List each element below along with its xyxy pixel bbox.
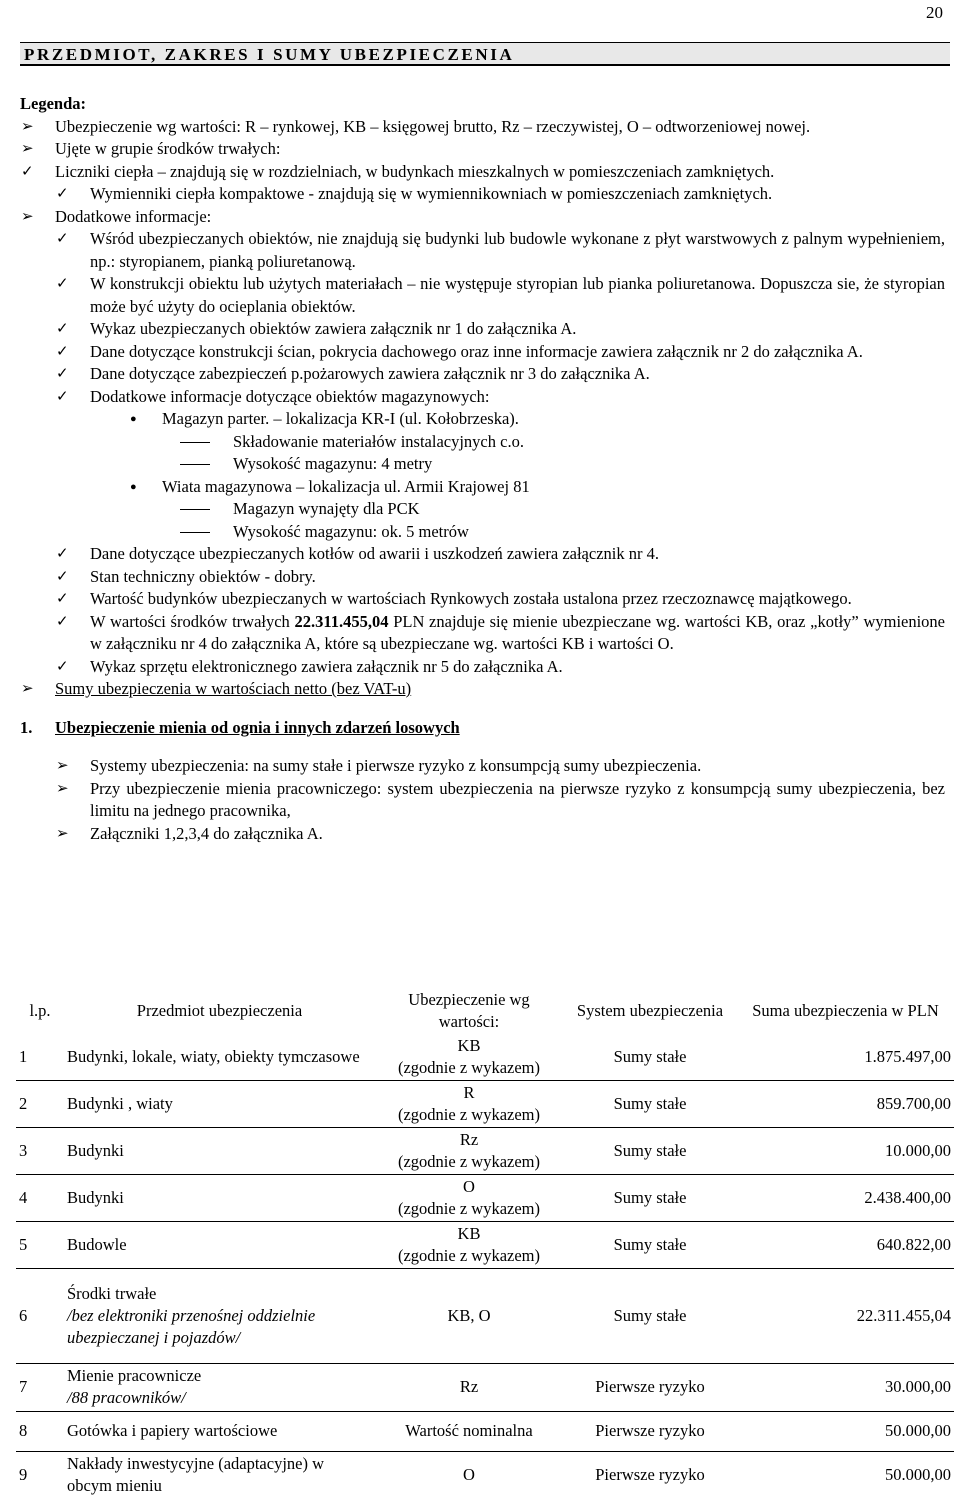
section-title: Ubezpieczenie mienia od ognia i innych zdarzeń losowych (55, 717, 460, 737)
checklist-text: Liczniki ciepła – znajdują się w rozdzielniach, w budynkach mieszkalnych w pomieszczeniach zamkniętych. (55, 161, 775, 181)
row-value: Wartość nominalna (375, 1411, 563, 1451)
header-system: System ubezpieczenia (576, 1001, 724, 1020)
row-subject: Nakłady inwestycyjne (adaptacyjne) w obcym mieniu (67, 1454, 325, 1496)
subject-name: Środki trwałe (67, 1283, 157, 1303)
checkmark-icon: ✓ (56, 321, 69, 337)
checklist-text: Dane dotyczące konstrukcji ścian, pokrycia dachowego oraz inne informacje zawiera załącznik nr 2 do załącznika A. (90, 341, 863, 361)
table-row (16, 1451, 954, 1499)
page-title: PRZEDMIOT, ZAKRES I SUMY UBEZPIECZENIA (20, 42, 950, 66)
row-value: O (463, 1465, 475, 1485)
value-code: KB (457, 1035, 481, 1055)
row-subject: Gotówka i papiery wartościowe (64, 1411, 375, 1451)
row-system: Sumy stałe (563, 1080, 737, 1127)
legend-section (20, 93, 945, 845)
value-code: Rz (459, 1129, 479, 1149)
header-value: Ubezpieczenie wg wartości: (408, 990, 530, 1031)
table-row (16, 1034, 954, 1080)
warehouse-detail (20, 453, 945, 476)
arrow-bullet-icon: ➢ (21, 118, 34, 135)
row-sum: 50.000,00 (885, 1465, 951, 1485)
value-code: KB (457, 1223, 481, 1243)
bullet-dot-icon: ● (130, 413, 137, 425)
checklist-item (20, 363, 945, 386)
checklist-text: Wartość budynków ubezpieczanych w wartościach Rynkowych została ustalona przez rzeczoznawcę majątkowego. (90, 589, 852, 608)
row-lp: 1 (16, 1034, 64, 1080)
row-lp: 5 (16, 1221, 64, 1268)
legend-heading: Legenda: (20, 94, 86, 113)
warehouse-detail-text: Składowanie materiałów instalacyjnych c.o. (233, 431, 524, 451)
header-subject: Przedmiot ubezpieczenia (136, 1001, 303, 1020)
dash-bullet-icon (180, 521, 210, 533)
checkmark-icon: ✓ (56, 658, 69, 675)
checklist-text: Wymienniki ciepła kompaktowe - znajdują się w wymiennikowniach w pomieszczeniach zamkniętych. (90, 184, 773, 203)
checkmark-icon: ✓ (56, 388, 69, 405)
checklist-text: Dane dotyczące zabezpieczeń p.pożarowych zawiera załącznik nr 3 do załącznika A. (90, 364, 650, 383)
arrow-bullet-icon: ➢ (56, 825, 69, 842)
warehouse-detail (20, 431, 945, 454)
row-value (375, 1080, 563, 1127)
kb-item-after: PLN znajduje się mienie ubezpieczane wg. wartości KB, oraz „kotły” wymienione w załączniku nr 4 do załącznika A, które są ubezpieczane wg. wartości KB i wartości O. (90, 611, 946, 653)
row-lp: 7 (16, 1363, 64, 1411)
value-code: O (463, 1176, 475, 1196)
row-sum: 640.822,00 (737, 1221, 954, 1268)
kb-item-amount: 22.311.455,04 (294, 611, 389, 631)
row-value: Rz (375, 1363, 563, 1411)
table-row (16, 1127, 954, 1174)
table-row (16, 1268, 954, 1363)
row-value: KB, O (375, 1268, 563, 1363)
checklist-item (20, 161, 945, 184)
value-note: (zgodnie z wykazem) (397, 1198, 540, 1218)
warehouse-item (20, 408, 945, 431)
checklist-item (20, 566, 945, 589)
row-lp: 3 (16, 1127, 64, 1174)
checklist-item (20, 588, 945, 611)
row-lp: 2 (16, 1080, 64, 1127)
row-sum: 22.311.455,04 (737, 1268, 954, 1363)
row-subject: Budowle (64, 1221, 375, 1268)
warehouse-detail-text: Wysokość magazynu: ok. 5 metrów (233, 521, 469, 541)
sums-line: Sumy ubezpieczenia w wartościach netto (bez VAT-u) (55, 679, 412, 698)
arrow-bullet-icon: ➢ (56, 758, 69, 774)
section-bullet-text: Przy ubezpieczenie mienia pracowniczego: system ubezpieczenia na pierwsze ryzyko z konsumpcją sumy ubezpieczenia, bez limitu na jednego pracownika, (90, 778, 945, 820)
row-system: Sumy stałe (563, 1034, 737, 1080)
checklist-item (20, 543, 945, 566)
legend-line-text: Ubezpieczenie wg wartości: R – rynkowej, KB – księgowej brutto, Rz – rzeczywistej, O – odtworzeniowej nowej. (55, 116, 811, 136)
section-bullet (20, 755, 945, 778)
checkmark-icon: ✓ (56, 276, 69, 292)
checklist-item (20, 273, 945, 318)
checklist-item (20, 386, 945, 409)
warehouse-name: Magazyn parter. – lokalizacja KR-I (ul. Kołobrzeska). (162, 409, 519, 428)
subject-name: Mienie pracownicze (67, 1366, 202, 1385)
row-lp: 4 (16, 1174, 64, 1221)
warehouse-detail (20, 498, 945, 521)
row-value (375, 1034, 563, 1080)
checklist-item (20, 318, 945, 341)
row-lp: 8 (16, 1411, 64, 1451)
checklist-text: Stan techniczny obiektów - dobry. (90, 566, 316, 586)
legend-line (20, 116, 945, 139)
value-note: (zgodnie z wykazem) (397, 1057, 540, 1077)
subject-note: /bez elektroniki przenośnej oddzielnie ubezpieczanej i pojazdów/ (67, 1305, 316, 1347)
row-sum: 30.000,00 (737, 1363, 954, 1411)
legend-line-text: Dodatkowe informacje: (55, 206, 212, 226)
warehouse-detail (20, 521, 945, 544)
checkmark-icon: ✓ (56, 546, 69, 562)
dash-bullet-icon (180, 498, 210, 510)
row-system: Sumy stałe (563, 1127, 737, 1174)
section-bullet-text: Załączniki 1,2,3,4 do załącznika A. (90, 823, 323, 843)
dash-bullet-icon (180, 453, 210, 465)
row-sum: 1.875.497,00 (737, 1034, 954, 1080)
checkmark-icon: ✓ (56, 366, 69, 382)
arrow-bullet-icon: ➢ (21, 681, 34, 697)
checklist-text: Wykaz sprzętu elektronicznego zawiera załącznik nr 5 do załącznika A. (90, 656, 563, 676)
value-note: (zgodnie z wykazem) (397, 1104, 540, 1124)
checklist-text: W konstrukcji obiektu lub użytych materiałach – nie występuje styropian lub pianka poliuretanowa. Dopuszcza sie, że styropian może być użyty do ocieplania obiektów. (90, 274, 945, 316)
checklist-text: Wśród ubezpieczanych obiektów, nie znajdują się budynki lub budowle wykonane z płyt warstwowych z palnym wypełnieniem, np.: styropianem, pianką poliuretanową. (90, 229, 945, 271)
row-system: Pierwsze ryzyko (563, 1411, 737, 1451)
row-system: Pierwsze ryzyko (563, 1363, 737, 1411)
warehouse-detail-text: Magazyn wynajęty dla PCK (233, 499, 420, 518)
table-header-row (16, 988, 954, 1034)
row-sum: 50.000,00 (737, 1411, 954, 1451)
checkmark-icon: ✓ (56, 186, 69, 202)
table-row (16, 1363, 954, 1411)
checkmark-icon: ✓ (56, 568, 69, 585)
row-lp: 9 (19, 1465, 28, 1485)
warehouse-item (20, 476, 945, 499)
legend-line (20, 678, 945, 701)
checklist-text: Wykaz ubezpieczanych obiektów zawiera załącznik nr 1 do załącznika A. (90, 319, 577, 338)
page-number: 20 (926, 3, 943, 22)
checklist-item (20, 341, 945, 364)
section-number: 1. (20, 717, 33, 737)
warehouse-name: Wiata magazynowa – lokalizacja ul. Armii Krajowej 81 (162, 476, 530, 496)
dash-bullet-icon (180, 431, 210, 443)
arrow-bullet-icon: ➢ (21, 208, 34, 225)
checklist-text: Dodatkowe informacje dotyczące obiektów magazynowych: (90, 386, 490, 406)
arrow-bullet-icon: ➢ (56, 780, 69, 797)
bullet-dot-icon: ● (130, 480, 137, 493)
legend-line-text: Ujęte w grupie środków trwałych: (55, 139, 281, 158)
table-row (16, 1221, 954, 1268)
checklist-item (20, 611, 945, 656)
row-value (375, 1127, 563, 1174)
row-system: Sumy stałe (563, 1174, 737, 1221)
checkmark-icon: ✓ (56, 231, 69, 247)
kb-item-before: W wartości środków trwałych (90, 611, 290, 631)
legend-line (20, 206, 945, 229)
value-code: R (463, 1082, 475, 1102)
row-value (375, 1221, 563, 1268)
row-subject: Budynki (64, 1174, 375, 1221)
table-row (16, 1080, 954, 1127)
row-subject: Budynki, lokale, wiaty, obiekty tymczasowe (64, 1034, 375, 1080)
row-subject (64, 1268, 375, 1363)
checklist-item (20, 183, 945, 206)
checkmark-icon: ✓ (56, 613, 69, 630)
row-system: Pierwsze ryzyko (595, 1465, 705, 1485)
row-subject: Budynki (64, 1127, 375, 1174)
row-system: Sumy stałe (563, 1221, 737, 1268)
row-lp: 6 (16, 1268, 64, 1363)
section-bullet (20, 823, 945, 846)
value-note: (zgodnie z wykazem) (397, 1151, 540, 1171)
row-system: Sumy stałe (563, 1268, 737, 1363)
table-row (16, 1411, 954, 1451)
checklist-item (20, 228, 945, 273)
checklist-text: Dane dotyczące ubezpieczanych kotłów od awarii i uszkodzeń zawiera załącznik nr 4. (90, 544, 659, 563)
row-sum: 859.700,00 (737, 1080, 954, 1127)
checkmark-icon: ✓ (21, 163, 34, 180)
row-sum: 10.000,00 (737, 1127, 954, 1174)
table-row (16, 1174, 954, 1221)
section-heading (20, 717, 945, 740)
row-value (375, 1174, 563, 1221)
section-bullet (20, 778, 945, 823)
value-note: (zgodnie z wykazem) (397, 1245, 540, 1265)
legend-line (20, 138, 945, 161)
header-sum: Suma ubezpieczenia w PLN (752, 1001, 939, 1020)
insurance-table (16, 988, 954, 1499)
row-subject: Budynki , wiaty (64, 1080, 375, 1127)
checkmark-icon: ✓ (56, 343, 69, 360)
row-subject (64, 1363, 375, 1411)
checkmark-icon: ✓ (56, 591, 69, 607)
warehouse-detail-text: Wysokość magazynu: 4 metry (233, 454, 433, 473)
subject-note: /88 pracowników/ (67, 1388, 186, 1407)
row-sum: 2.438.400,00 (737, 1174, 954, 1221)
checklist-item (20, 656, 945, 679)
header-lp: l.p. (29, 1001, 51, 1020)
arrow-bullet-icon: ➢ (21, 141, 34, 157)
section-bullet-text: Systemy ubezpieczenia: na sumy stałe i pierwsze ryzyko z konsumpcją sumy ubezpieczenia. (90, 756, 702, 775)
